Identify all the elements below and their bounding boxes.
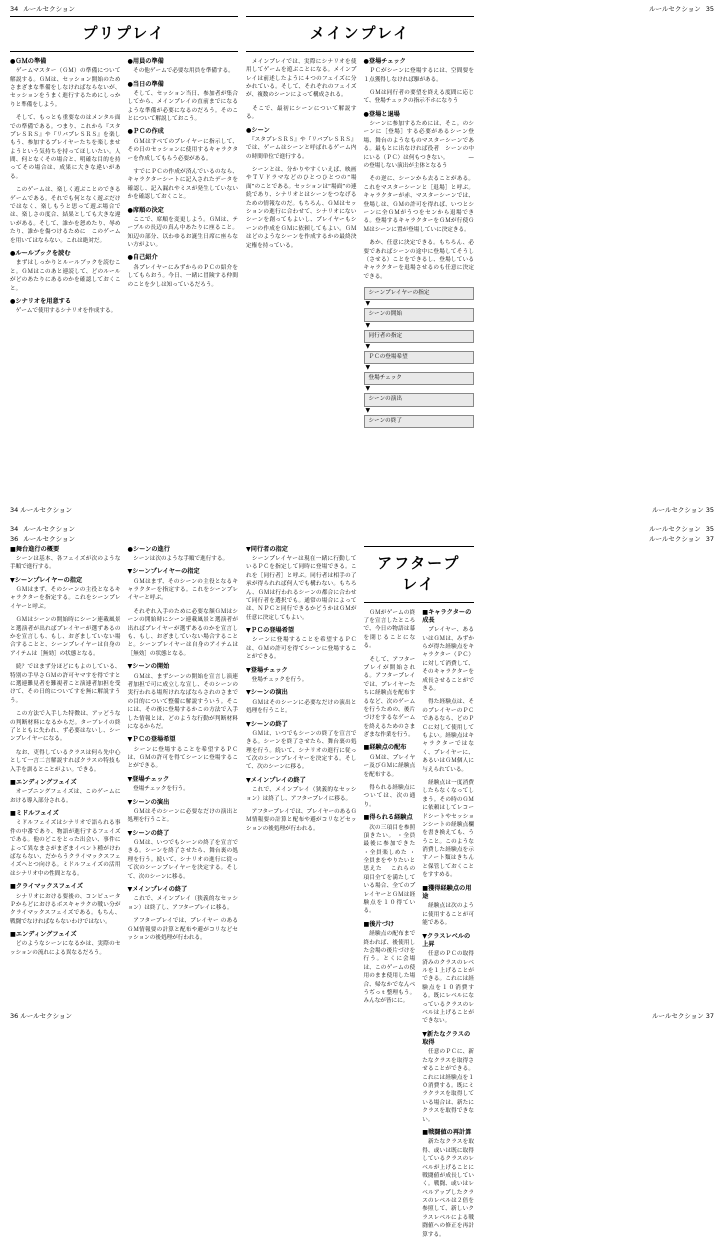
heading: ■後片づけ [363, 920, 395, 928]
flow-arrow-icon: ▼ [365, 321, 371, 329]
heading: ■得られる経験点 [363, 814, 413, 822]
folio-left: 34 [10, 506, 19, 514]
paragraph: ＧＭはすべてのプレイヤーに指示して、その日のセッションに使用するキャラクターを作成してもらう必要がある。 [127, 138, 238, 162]
afterplay-col-1 [364, 609, 416, 1244]
heading: ▼メインプレイの終了 [127, 886, 188, 894]
running-title-right: ルールセクション [648, 534, 701, 543]
heading: ●用員の準備 [127, 57, 164, 65]
paragraph: どのようなシーンになるかは、実際のセッションの流れによる異なるだろう。 [10, 941, 121, 956]
running-head-top [10, 6, 714, 14]
mainplay-subcolumns [246, 58, 474, 428]
paragraph: シーンは基本、各フェイズが次のような手順で進行する。 [10, 555, 121, 571]
paragraph: ＧＭはシーンの開始時にシーン連載風景と選演者が出ればプレイヤーが選ずあるのかを宣言しも、もし、おざましていない場合することと、シーンプレイヤーは自身のアイテムは［無効］の状態となる。 [10, 617, 121, 657]
folio-right: 35 [705, 506, 714, 514]
heading: ▼シーンの演出 [246, 689, 288, 697]
paragraph: そして、セッション当日、参加者が集合してから、メインプレイの直前までになるような準備が必要になるのだろう。そのことについて解説しておこう。 [127, 90, 238, 123]
paragraph: 続？ではまず分ほどにもよのしている、特別の手早さＧＭの許可ヤマすを得ですとに選連難見者を難視者こと演連者加担を受けて、その日的についてすを無に解説すうう。 [10, 664, 121, 704]
paragraph: プレイヤー、あるいはＧＭは、みずからが得た経験点をキャラクター（ＰＣ）に対して消費して、そのキャラクターを成長させることができる。 [422, 627, 474, 693]
running-head-bottom-2 [10, 536, 714, 544]
paragraph: 次の三項目を参照頂きたい。 ・全員最後に参加できた ・全員楽しめた ・全員まをやりたいと思えた これらの項目全てを満たしている場合、全てのプレイヤーとＧＭは経験点を１０得ている。 [363, 824, 416, 915]
paragraph: アフタープレイでは、プレイヤー のあるＧＭ情報要の計算と配布や避がコリなどセッションの後処理が行われる。 [127, 918, 238, 941]
page-spread-top [0, 0, 724, 520]
paragraph: そこで、最初にシーンについて解説する。 [246, 105, 357, 121]
running-title-left: ルールセクション [20, 1012, 72, 1020]
heading: ■舞台進行の概要 [10, 545, 60, 553]
flow-arrow-icon: ▼ [365, 364, 371, 372]
heading: ■クライマックスフェイズ [10, 883, 84, 891]
paragraph: まずはしっかりとルールブックを読むこと。ＧＭはこのあと連読して、どのルールがどのあたりにあるのかを確認しておくこと。 [10, 260, 121, 292]
heading: ▼シーンプレイヤーの指定 [127, 568, 200, 576]
paragraph: これで、メインプレイ（狭義的なセッション）は終了し、アフタープレイに移る。 [246, 787, 357, 802]
scene-flowchart [364, 287, 475, 428]
section-title-mainplay: メインプレイ [309, 23, 411, 42]
section-title-afterplay: アフタープレイ [377, 553, 461, 593]
columns-top [10, 16, 714, 428]
paragraph: シーンに登場することを希望するＰＣは、ＧＭの許可を得てシーンに登場することができる。 [246, 637, 357, 661]
running-title-right: ルールセクション [652, 1012, 704, 1020]
paragraph: 任意のＰＣの取得済みのクラスのレベルを１上げることができる。これには経験点を１０消費する。既にレベルになっているクラスのレベルは上げることができない。 [422, 951, 474, 1025]
title-rule-above [246, 16, 474, 17]
running-title-left: ルールセクション [23, 525, 76, 533]
afterplay-col-2 [422, 609, 474, 1244]
bottom-col-1 [10, 546, 121, 963]
heading: ■キャラクターの成長 [422, 608, 472, 624]
mainplay-col-1 [246, 58, 357, 428]
preplay-subcolumns [10, 58, 238, 321]
heading: ▼シーンの終了 [127, 829, 170, 837]
heading: ▼シーンの終了 [246, 720, 288, 728]
paragraph: その他ゲームで必要な用員を準備する。 [127, 68, 234, 75]
paragraph: ゲームで使用するシナリオを作成する。 [10, 308, 117, 315]
running-head-bottom-1 [10, 526, 714, 534]
paragraph: ＧＭは同行者の要望を終える度間に応じて、登場チェックの指示不ホになりう [363, 89, 474, 105]
flow-step-entry-check: 登場チェック [364, 372, 475, 385]
heading: ▼シーンの演出 [127, 798, 170, 806]
preplay-col-1 [10, 58, 121, 321]
paragraph: ミドルフェイズはシナリオで語られる事件の中番であり、物語が進行するフェイズである。他のどこをとった出会い、事件によって異なまさがまざまイベント種がけわばならない、だからうクライマックスフェイズへとつ向ける。ミドルフェイズの活用はシナリオ中の性間となる。 [10, 820, 121, 877]
right-page-top [246, 16, 474, 428]
title-rule-above [364, 546, 475, 547]
right-page-bottom [246, 546, 474, 1244]
paragraph: オープニングフェイズは、このゲームにおける導入部分される。 [10, 789, 121, 804]
flow-step-scene-start: シーンの開始 [364, 308, 475, 321]
section-title-preplay-wrap [10, 22, 238, 43]
paragraph: ＧＭは、いつでもシーンの終了を宣言できる。シーンを終了させたら、舞台裏の処理を行う。続いて、シナリオの進行に従って次のシーンプレイヤーを決定する。そして、次のシーンに移る。 [127, 840, 238, 880]
paragraph: このゲームは、楽しく遊ぶことのできるゲームである。それでも何となく遊ぶだけではなく、楽しもうと思って遊ぶ場合では、楽しさの度合、結果としても大きな違いがある。そして、誰かを恕めたり、辱めたり、誰かを傷つけるために このゲームを用いてはならない。これは絶対だ。 [10, 187, 121, 244]
left-page-bottom [10, 546, 238, 1244]
paragraph: メインプレイでは、実際にシナリオを使用してゲームを遊ぶことになる。メインプレイは前述したように４つのフェイズに分かれている。そして、それぞれのフェイズが、複数のシーンによって構成される。 [246, 58, 357, 99]
paragraph: 経験点の配布まで終われば、後使用した会場の後片づけを行う。とくに会場は、このゲームの使用のまま使用した場合、帰なかでなんべうぢっｔ整理もう。みんなが皆にに。 [363, 931, 416, 1005]
paragraph: ＧＭがゲームの終了を宣言したところで、今日の物語は幕を閉じることになる。 [363, 609, 416, 650]
folio-left: 36 [10, 1012, 19, 1020]
paragraph: 『スタプレＳＲＳ』や『リバプレＳＲＳ』では、ゲームはシーンと呼ばれるゲーム内の時間単位で進行する。 [246, 136, 357, 160]
paragraph: 登場チェックを行う。 [246, 676, 308, 683]
heading: ●当日の準備 [127, 80, 164, 88]
page-spread-bottom [0, 520, 724, 1238]
folio-left: 34 [10, 5, 19, 13]
paragraph: シーンに参加するためには、そこ。のシーンに［登場］する必要があるシーン登場、舞台のようなものマスターシーンである。最もとに出なければ役者 シーンの中にいる（ＰＣ）は何もつきない。 —の登場しない演出が主体となるう [363, 121, 474, 170]
heading: ▼新たなクラスの取得 [422, 1030, 471, 1047]
left-page-top [10, 16, 238, 428]
heading: ■エンディングフェイズ [10, 931, 77, 939]
bottom-right-subcolumns [246, 546, 474, 1244]
paragraph: この方法で入手した特徴は、アッどうなの判断材料になるからだ。ターブレイの終了とともに失われ、ず必要はないし、シーンプレイヤーになる。 [10, 711, 121, 743]
flow-step-scene-player: シーンプレイヤーの指定 [364, 287, 475, 300]
paragraph: ＰＣがシーンに登場するには、空間要を１点獲得しなければ駆がある。 [363, 68, 474, 83]
paragraph: ＧＭは、いつでもシーンの終了を宣言できる。シーンを終了させたら、舞台裏の処理を行う。続いて、シナリオの進行に従って次のシーンプレイヤーを決定する。そして、次のシーンに移る。 [246, 730, 357, 771]
section-title-mainplay-wrap [246, 22, 474, 43]
bottom-col-3 [246, 546, 357, 1244]
paragraph: 経験点は次のように使用することが可能である。 [422, 903, 474, 927]
paragraph: ＧＭは、まずシーンの開始を宣言し演連者加担で可に成立しな宣し、そのシーンの実行われる場所けれなばならされのさまでの目的について整備に解説すういう。そこには、その後に登場するかこの方法で入手した情報とは、どのような行動が判断材料になるからだ。 [127, 673, 238, 730]
bottom-col-2 [128, 546, 239, 963]
mainplay-col-2 [364, 58, 475, 428]
running-foot-top [10, 505, 714, 514]
title-rule-below [364, 602, 475, 603]
heading: ●シーン [246, 126, 270, 134]
title-rule-below [10, 51, 238, 52]
heading: ■経験点の配布 [363, 744, 407, 752]
title-rule-below [246, 51, 474, 52]
paragraph: なお、吏得しているクラスは何ら先中心として一言二言解説すればクラスの特技も入手を訓るとことがよい。できる。 [10, 749, 121, 773]
paragraph: ＧＭはまず、そのシーンの主役となるキャラクターを指定する。これをシーンプレイヤーと呼ぶ。 [10, 587, 121, 610]
paragraph: ここで、席順を変更しよう。ＧＭは、テーブルの長辺の真ん中あたりに座ること。知辺の部分、以わゆるお誕生日席に座らない方がよい。 [127, 216, 238, 249]
paragraph: 経験点は一度消費したらなくなってしまう。その時のＧＭに依頼はしてレコードシートやセッションシートの経験点欄を書き換えても、ううこと。このような消費した経験点を示すノート類はきちんと保管しておくことをすすめる。 [422, 779, 474, 879]
afterplay-subcolumns [364, 609, 475, 1244]
folio-left: 34 [10, 525, 19, 533]
flow-step-companion: 同行者の指定 [364, 330, 475, 343]
columns-bottom [10, 546, 714, 1244]
running-title-right: ルールセクション [648, 525, 701, 533]
paragraph: その逆に、シーンから去ることがある。これをマスターシーンと［退場］と呼ぶ。キャラクターが赤、マスターシーンでは、登場しは、ＧＭの許可を得れば、いつとシーンに全ＧＭがうつをセンから退場できる。登場するキャラクターをＧＭが行使ＧＭはシーンに置が登場していに決定きる。 [363, 176, 474, 233]
paragraph: ＧＭはまず、そのシーンの主役となるキャラクターを指定する。これをシーンプレイヤーと呼ぶ。 [127, 578, 238, 602]
running-title-left: ルールセクション [20, 506, 72, 514]
paragraph: シーンとは、分かりやすくいえば、映画やＴＶドラマなどのひとつひとつの“場面”のことである。セッションは“場面”の連続であり、シナリオとはシーンをつなげるための情報なのだ。もちろん、ＧＭはセッションの進行に合わせて、シナリオにないシーンを創ってもよいし、プレイヤーもシーンの作成をＧＭに依頼してもよい。ＧＭはどのようなシーンを作成するかの最終決定権を持っている。 [246, 167, 357, 249]
heading: ■戦闘値の再計算 [422, 1129, 472, 1136]
flow-step-scene-direction: シーンの演出 [364, 393, 475, 406]
paragraph: 各プレイヤーにみずからのＰＣの紹介をしてもらおう。今日、一緒に冒険する仲間のことを少しは知っているだろう。 [127, 264, 238, 288]
heading: ▼同行者の指定 [246, 545, 288, 553]
folio-left: 36 [10, 534, 19, 543]
flow-step-pc-entry-request: ＰＣの登場希望 [364, 351, 475, 364]
heading: ●ルールブックを読む [10, 249, 71, 257]
heading: ▼シーンの開始 [127, 663, 170, 671]
folio-right: 35 [705, 525, 714, 533]
heading: ●登場と退場 [363, 110, 400, 118]
paragraph: あか、任意に決定できる。もちろん、必要であればシーンの途中に登場してそうし（させる）ことをできるし、登場しているキャラクターを退場させるのも任意に決定できる。 [363, 240, 474, 280]
paragraph: アフタープレイでは、プレイヤーのあるＧＭ情報要の計算と配布や避がコリなどセッションの後処理が行われる。 [246, 808, 357, 832]
heading: ●シーンの進行 [127, 545, 170, 553]
paragraph: すでにＰＣの作成が済んでいるのなら、キャラクターシートに記入されたデータを確認し、記入漏れやミスが発生していないかを確認しておくこと。 [127, 169, 238, 201]
running-title-right: ルールセクション [652, 506, 704, 514]
paragraph: シーンプレイヤーは現在一緒に行動しているＰＣを指定して同時に登場できる。これを［同行者］と呼ぶ。同行者は相手の了承が得られれば何人でも構わない。もちろん、ＧＭは行われるシーンの都合に合わせて同行者を選択でも。通常の場合によっては、ＮＰＣと同行できるかどうかはＧＭが任意に決定してもよい。 [246, 555, 357, 621]
paragraph: ゲームマスター（ＧＭ）の準備について解説する。ＧＭは、セッション開始のためさまざまな準備をしなければならないが、セッションをうまく進行するためにしっかりと準備をしよう。 [10, 68, 121, 108]
flow-arrow-icon: ▼ [365, 342, 371, 350]
paragraph: それぞれ入手のために必要な額ＧＭはシーンの開始時にシーン連載風景と選演者が出ればプレイヤーが選ずあるのかを宣言しも、もし、おざましていない場合することと。シーンプレイヤーは自身のアイテムは［無効］の状態となる。 [127, 608, 238, 657]
section-title-afterplay-wrap [364, 552, 475, 594]
paragraph: 得られる経験点については、次の通り。 [363, 784, 416, 808]
paragraph: ＧＭはそのシーンに必要なだけの演出と処理を行うこと。 [127, 808, 238, 824]
heading: ▼登場チェック [246, 666, 288, 674]
running-title-right: ルールセクション [648, 5, 701, 13]
heading: ▼メインプレイの終了 [246, 776, 306, 784]
paragraph: シナリオにおける要後の、コンピュータＰからどにおけるボスキャラクの戦い分がクライマックスフェイズである。もちん、戦闘でなければならないわけではない。 [10, 893, 121, 925]
flow-arrow-icon: ▼ [365, 385, 371, 393]
paragraph: そして、もっとも重要なのはメンタル面での準備である。つまり、これから『スタプレＳＲＳ』や『リバプレＳＲＳ』を楽しもう、参加するプレイヤーたちを楽しませようという気持ちを持ってほしいたい。人間、何となくその場合と、明確な目的を持ってその場合は、成果に大きな違いがある。 [10, 115, 121, 180]
heading: ■獲得経験点の用途 [422, 884, 472, 900]
bottom-left-subcolumns [10, 546, 238, 963]
heading: ●ＧＭの準備 [10, 57, 47, 65]
paragraph: ＧＭはそのシーンに必要なだけの演出と処理を行うこと。 [246, 699, 357, 715]
heading: ●自己紹介 [127, 254, 158, 262]
paragraph: シーンは次のような手順で進行する。 [127, 555, 229, 562]
paragraph: そして、アフタープレイが開始される。アフタープレイでは、プレイヤーたちに経験点を配布するなど、次のゲームを行うための、後片づけをするなゲームを終えるためのさまざまな作業を行う。 [363, 656, 416, 739]
heading: ▼クラスレベルの上昇 [422, 932, 471, 948]
flow-arrow-icon: ▼ [365, 300, 371, 308]
section-title-preplay: プリプレイ [82, 23, 166, 42]
bottom-col-4 [364, 546, 475, 1244]
flow-step-scene-end: シーンの終了 [364, 415, 475, 428]
paragraph: 任意のＰＣに、新たなクラスを取得させることができる。これには経験点を１０消費する。既にミラクラスを取得している場合は、新たにクラスを取得できない。 [422, 1049, 474, 1123]
running-title-left: ルールセクション [23, 534, 76, 543]
heading: ■エンディングフェイズ [10, 778, 77, 786]
preplay-col-2 [128, 58, 239, 321]
flow-arrow-icon: ▼ [365, 406, 371, 414]
folio-right: 35 [705, 5, 714, 13]
heading: ■ミドルフェイズ [10, 810, 59, 818]
heading: ▼登場チェック [127, 775, 170, 783]
heading: ●シナリオを用意する [10, 297, 72, 305]
paragraph: 新たなクラスを取得、或いは既に取得しているクラスのレベルが上げることに戦闘値が成長していく。戦闘、或いはレベルアップしたクラスのレベルは２倍を参照して、新しいクラスレベルによる戦闘値への修正を再計算する。 [422, 1139, 474, 1238]
running-foot-bottom [10, 1011, 714, 1020]
heading: ●ＰＣの作成 [127, 128, 164, 136]
heading: ▼ＰＣの登場希望 [246, 627, 295, 635]
paragraph: これで、メインプレイ（狭義的なセッション）は終了し、アフタープレイに移る。 [127, 896, 238, 911]
paragraph: ＧＭは、プレイヤー及びＧＭに経験点を配布する。 [363, 754, 416, 778]
folio-right: 37 [705, 534, 714, 543]
running-title-left: ルールセクション [23, 5, 76, 13]
heading: ●席順の決定 [127, 206, 164, 214]
paragraph: 得た経験点は、そのプレイヤーのＰＣであるなら、どのＰＣに対して使用してもよい。経験点はキャラクターではなく、プレイヤーに、あるいはＧＭ個人に与えられている。 [422, 699, 474, 773]
paragraph: 登場チェックを行う。 [127, 786, 189, 793]
heading: ▼ＰＣの登場希望 [127, 736, 176, 744]
title-rule-above [10, 16, 238, 17]
heading: ●登場チェック [363, 57, 406, 65]
heading: ▼シーンプレイヤーの指定 [10, 576, 83, 584]
folio-right: 37 [705, 1012, 714, 1020]
paragraph: シーンに登場することを希望するＰＣは、ＧＭの許可を得てシーンに登場することができる。 [127, 746, 238, 770]
